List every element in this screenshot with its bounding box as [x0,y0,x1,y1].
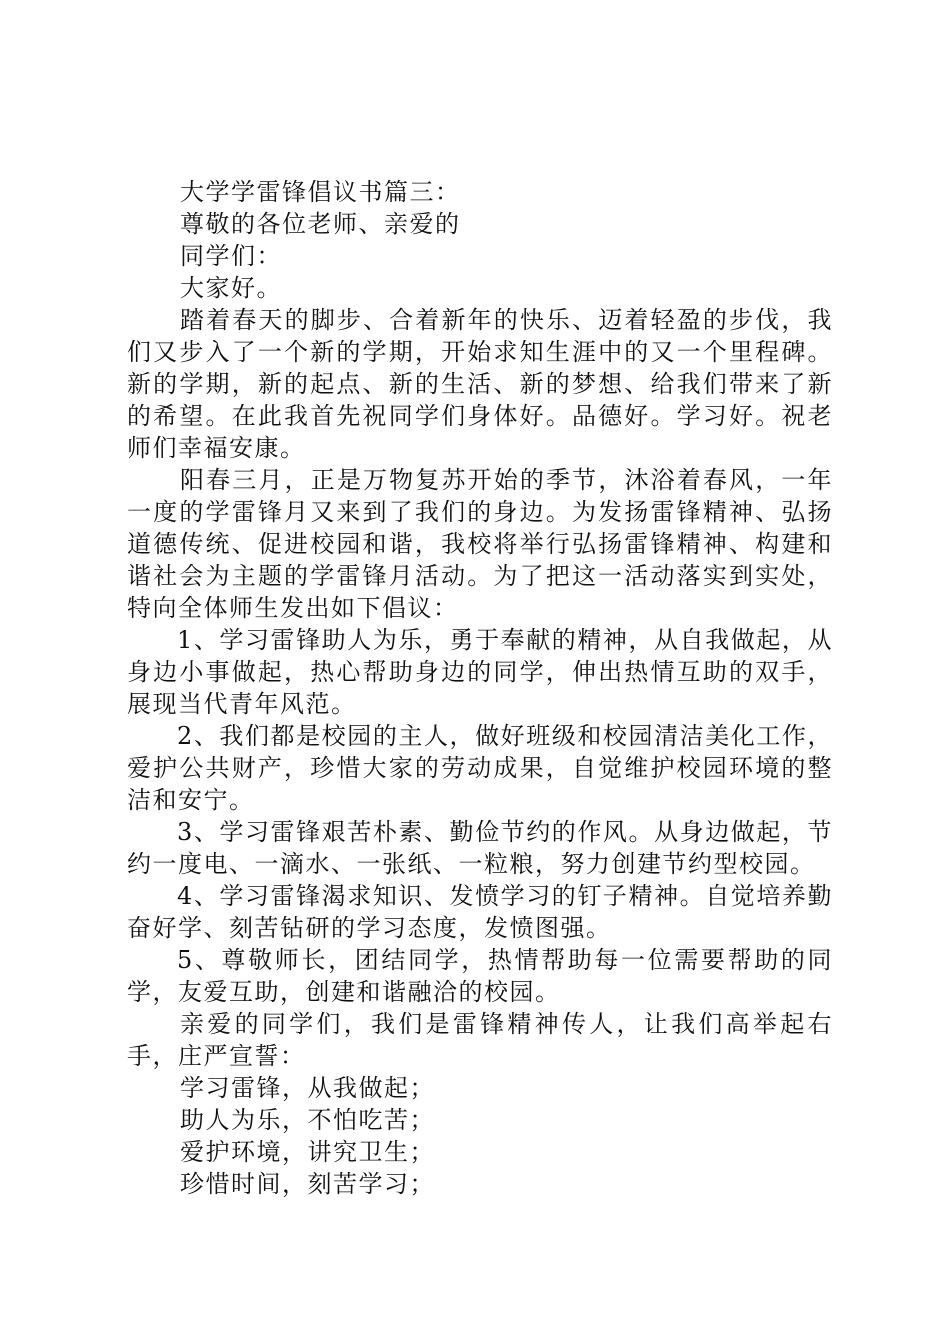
document-body [127,176,833,1200]
intro-paragraph: 踏着春天的脚步、合着新年的快乐、迈着轻盈的步伐，我们又步入了一个新的学期，开始求知生涯中的又一个里程碑。新的学期，新的起点、新的生活、新的梦想、给我们带来了新的希望。在此我首先祝同学们身体好。品德好。学习好。祝老师们幸福安康。 [127,306,833,462]
proposal-item-2: 2、我们都是校园的主人，做好班级和校园清洁美化工作，爱护公共财产，珍惜大家的劳动成果，自觉维护校园环境的整洁和安宁。 [127,722,833,814]
proposal-item-4: 4、学习雷锋渴求知识、发愤学习的钉子精神。自觉培养勤奋好学、刻苦钻研的学习态度，发愤图强。 [127,882,833,942]
salutation-line-1: 尊敬的各位老师、亲爱的 [180,210,461,238]
proposal-item-5: 5、尊敬师长，团结同学，热情帮助每一位需要帮助的同学，友爱互助，创建和谐融洽的校园。 [127,946,833,1006]
oath-line-1: 学习雷锋，从我做起； [180,1074,435,1102]
document-title: 大学学雷锋倡议书篇三： [180,178,461,206]
salutation-line-2: 同学们： [180,242,282,270]
oath-line-3: 爱护环境，讲究卫生； [180,1138,435,1166]
oath-line-2: 助人为乐，不怕吃苦； [180,1106,435,1134]
oath-line-4: 珍惜时间，刻苦学习； [180,1170,435,1198]
closing-paragraph: 亲爱的同学们，我们是雷锋精神传人，让我们高举起右手，庄严宣誓： [127,1010,833,1070]
proposal-paragraph: 阳春三月，正是万物复苏开始的季节，沐浴着春风，一年一度的学雷锋月又来到了我们的身边。为发扬雷锋精神、弘扬道德传统、促进校园和谐，我校将举行弘扬雷锋精神、构建和谐社会为主题的学雷锋月活动。为了把这一活动落实到实处，特向全体师生发出如下倡议： [127,466,833,622]
greeting: 大家好。 [180,274,282,302]
proposal-item-1: 1、学习雷锋助人为乐，勇于奉献的精神，从自我做起，从身边小事做起，热心帮助身边的同学，伸出热情互助的双手，展现当代青年风范。 [127,626,833,718]
proposal-item-3: 3、学习雷锋艰苦朴素、勤俭节约的作风。从身边做起，节约一度电、一滴水、一张纸、一粒粮，努力创建节约型校园。 [127,818,833,878]
